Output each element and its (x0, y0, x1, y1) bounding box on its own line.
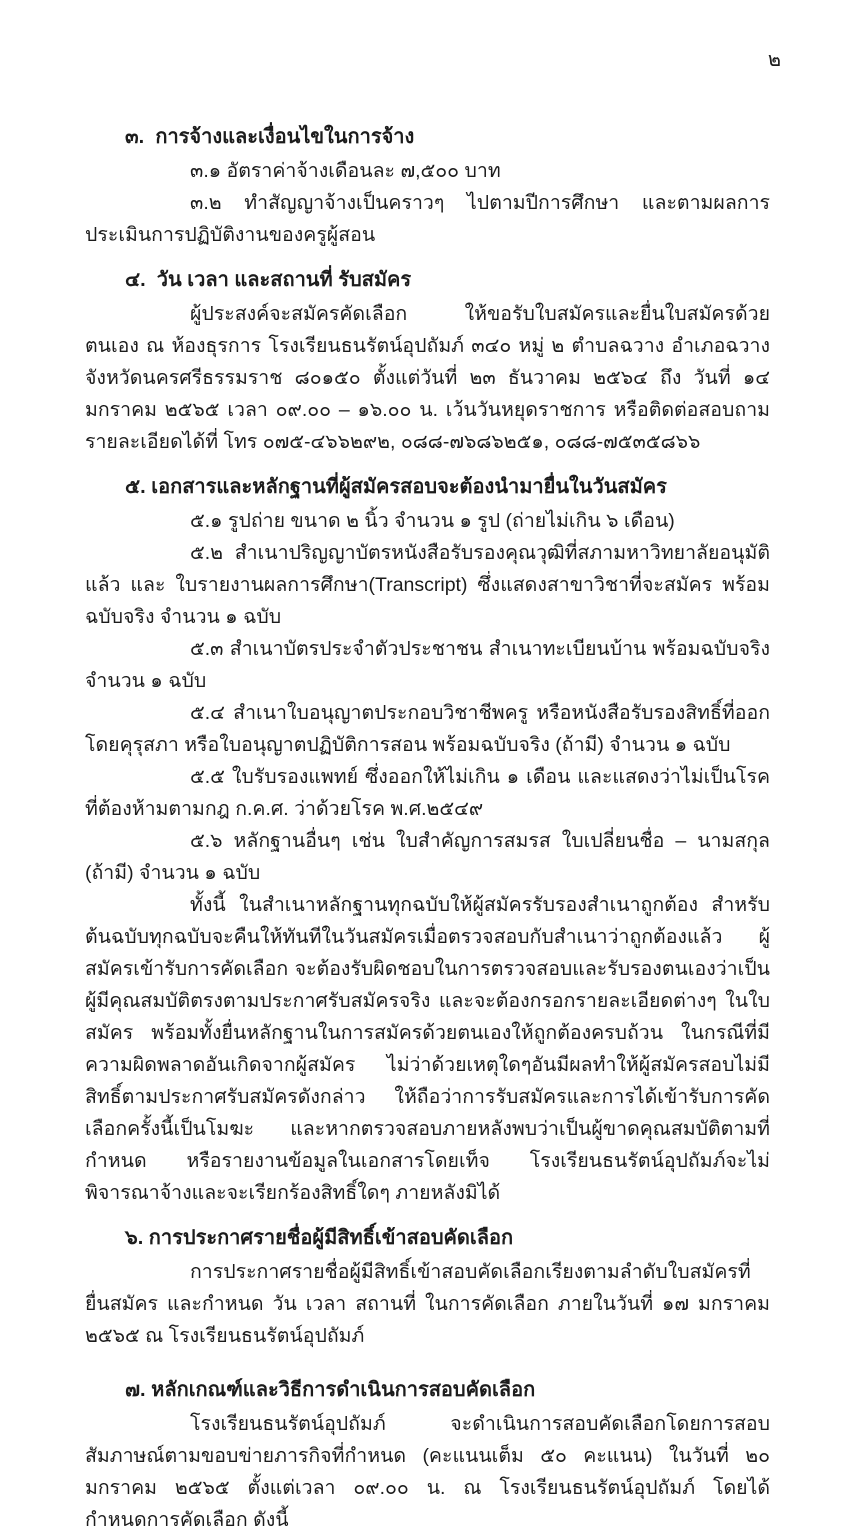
section-heading: ๖. การประกาศรายชื่อผู้มีสิทธิ์เข้าสอบคัดเลือก (125, 1227, 514, 1249)
list-item: ๕.๓ สำเนาบัตรประจำตัวประชาชน สำเนาทะเบียนบ้าน พร้อมฉบับจริง จำนวน ๑ ฉบับ (85, 638, 770, 692)
section-paragraph: โรงเรียนธนรัตน์อุปถัมภ์ จะดำเนินการสอบคัดเลือกโดยการสอบสัมภาษณ์ตามขอบข่ายภารกิจที่กำหนด (คะแนนเต็ม ๕๐ คะแนน) ในวันที่ ๒๐ มกราคม ๒๕๖๕ ตั้งแต่เวลา ๐๙.๐๐ น. ณ โรงเรียนธนรัตน์อุปถัมภ์ โดยได้กำหนดการคัดเลือก ดังนี้ (85, 1413, 770, 1531)
section-employment-terms (85, 121, 770, 251)
list-item: ๕.๑ รูปถ่าย ขนาด ๒ นิ้ว จำนวน ๑ รูป (ถ่ายไม่เกิน ๖ เดือน) (190, 510, 675, 532)
list-item: ๕.๔ สำเนาใบอนุญาตประกอบวิชาชีพครู หรือหนังสือรับรองสิทธิ์ที่ออกโดยคุรุสภา หรือใบอนุญาตปฏิบัติการสอน พร้อมฉบับจริง (ถ้ามี) จำนวน ๑ ฉบับ (85, 702, 770, 756)
section-heading: ๓. การจ้างและเงื่อนไขในการจ้าง (125, 126, 415, 148)
section-application-datetime-place (85, 264, 770, 458)
list-item: ๕.๖ หลักฐานอื่นๆ เช่น ใบสำคัญการสมรส ใบเปลี่ยนชื่อ – นามสกุล (ถ้ามี) จำนวน ๑ ฉบับ (85, 830, 770, 884)
section-heading: ๕. เอกสารและหลักฐานที่ผู้สมัครสอบจะต้องนำมายื่นในวันสมัคร (125, 476, 667, 498)
section-closing-paragraph: ทั้งนี้ ในสำเนาหลักฐานทุกฉบับให้ผู้สมัครรับรองสำเนาถูกต้อง สำหรับต้นฉบับทุกฉบับจะคืนให้ทันทีในวันสมัครเมื่อตรวจสอบกับสำเนาว่าถูกต้องแล้ว ผู้สมัครเข้ารับการคัดเลือก จะต้องรับผิดชอบในการตรวจสอบและรับรองตนเองว่าเป็นผู้มีคุณสมบัติตรงตามประกาศรับสมัครจริง และจะต้องกรอกรายละเอียดต่างๆ ในใบสมัคร พร้อมทั้งยื่นหลักฐานในการสมัครด้วยตนเองให้ถูกต้องครบถ้วน ในกรณีที่มีความผิดพลาดอันเกิดจากผู้สมัคร ไม่ว่าด้วยเหตุใดๆอันมีผลทำให้ผู้สมัครสอบไม่มีสิทธิ์ตามประกาศรับสมัครดังกล่าว ให้ถือว่าการรับสมัครและการได้เข้ารับการคัดเลือกครั้งนี้เป็นโมฆะ และหากตรวจสอบภายหลังพบว่าเป็นผู้ขาดคุณสมบัติตามที่กำหนด หรือรายงานข้อมูลในเอกสารโดยเท็จ โรงเรียนธนรัตน์อุปถัมภ์จะไม่พิจารณาจ้างและจะเรียกร้องสิทธิ์ใดๆ ภายหลังมิได้ (85, 894, 770, 1204)
list-item: ๕.๒ สำเนาปริญญาบัตรหนังสือรับรองคุณวุฒิที่สภามหาวิทยาลัยอนุมัติแล้ว และ ใบรายงานผลการศึกษา(Transcript) ซึ่งแสดงสาขาวิชาที่จะสมัคร พร้อมฉบับจริง จำนวน ๑ ฉบับ (85, 542, 770, 628)
section-selection-criteria (85, 1374, 770, 1536)
section-heading: ๔. วัน เวลา และสถานที่ รับสมัคร (125, 269, 412, 291)
list-item: ๓.๒ ทำสัญญาจ้างเป็นคราวๆ ไปตามปีการศึกษา และตามผลการประเมินการปฏิบัติงานของครูผู้สอน (85, 192, 770, 246)
section-heading: ๗. หลักเกณฑ์และวิธีการดำเนินการสอบคัดเลือก (125, 1379, 536, 1401)
section-paragraph: ผู้ประสงค์จะสมัครคัดเลือก ให้ขอรับใบสมัครและยื่นใบสมัครด้วยตนเอง ณ ห้องธุรการ โรงเรียนธนรัตน์อุปถัมภ์ ๓๔๐ หมู่ ๒ ตำบลฉวาง อำเภอฉวาง จังหวัดนครศรีธรรมราช ๘๐๑๕๐ ตั้งแต่วันที่ ๒๓ ธันวาคม ๒๕๖๔ ถึง วันที่ ๑๔ มกราคม ๒๕๖๕ เวลา ๐๙.๐๐ – ๑๖.๐๐ น. เว้นวันหยุดราชการ หรือติดต่อสอบถามรายละเอียดได้ที่ โทร ๐๗๕-๔๖๖๒๙๒, ๐๘๘-๗๖๘๖๒๕๑, ๐๘๘-๗๕๓๕๘๖๖ (85, 303, 770, 453)
section-paragraph: การประกาศรายชื่อผู้มีสิทธิ์เข้าสอบคัดเลือกเรียงตามลำดับใบสมัครที่ยื่นสมัคร และกำหนด วัน เวลา สถานที่ ในการคัดเลือก ภายในวันที่ ๑๗ มกราคม ๒๕๖๕ ณ โรงเรียนธนรัตน์อุปถัมภ์ (85, 1261, 770, 1347)
list-item: ๓.๑ อัตราค่าจ้างเดือนละ ๗,๕๐๐ บาท (190, 160, 501, 182)
page-number: ๒ (767, 49, 781, 71)
section-candidate-list-announcement (85, 1222, 770, 1352)
list-item: ๕.๕ ใบรับรองแพทย์ ซึ่งออกให้ไม่เกิน ๑ เดือน และแสดงว่าไม่เป็นโรคที่ต้องห้ามตามกฎ ก.ค.ศ. ว่าด้วยโรค พ.ศ.๒๕๔๙ (85, 766, 770, 820)
section-required-documents (85, 471, 770, 1209)
